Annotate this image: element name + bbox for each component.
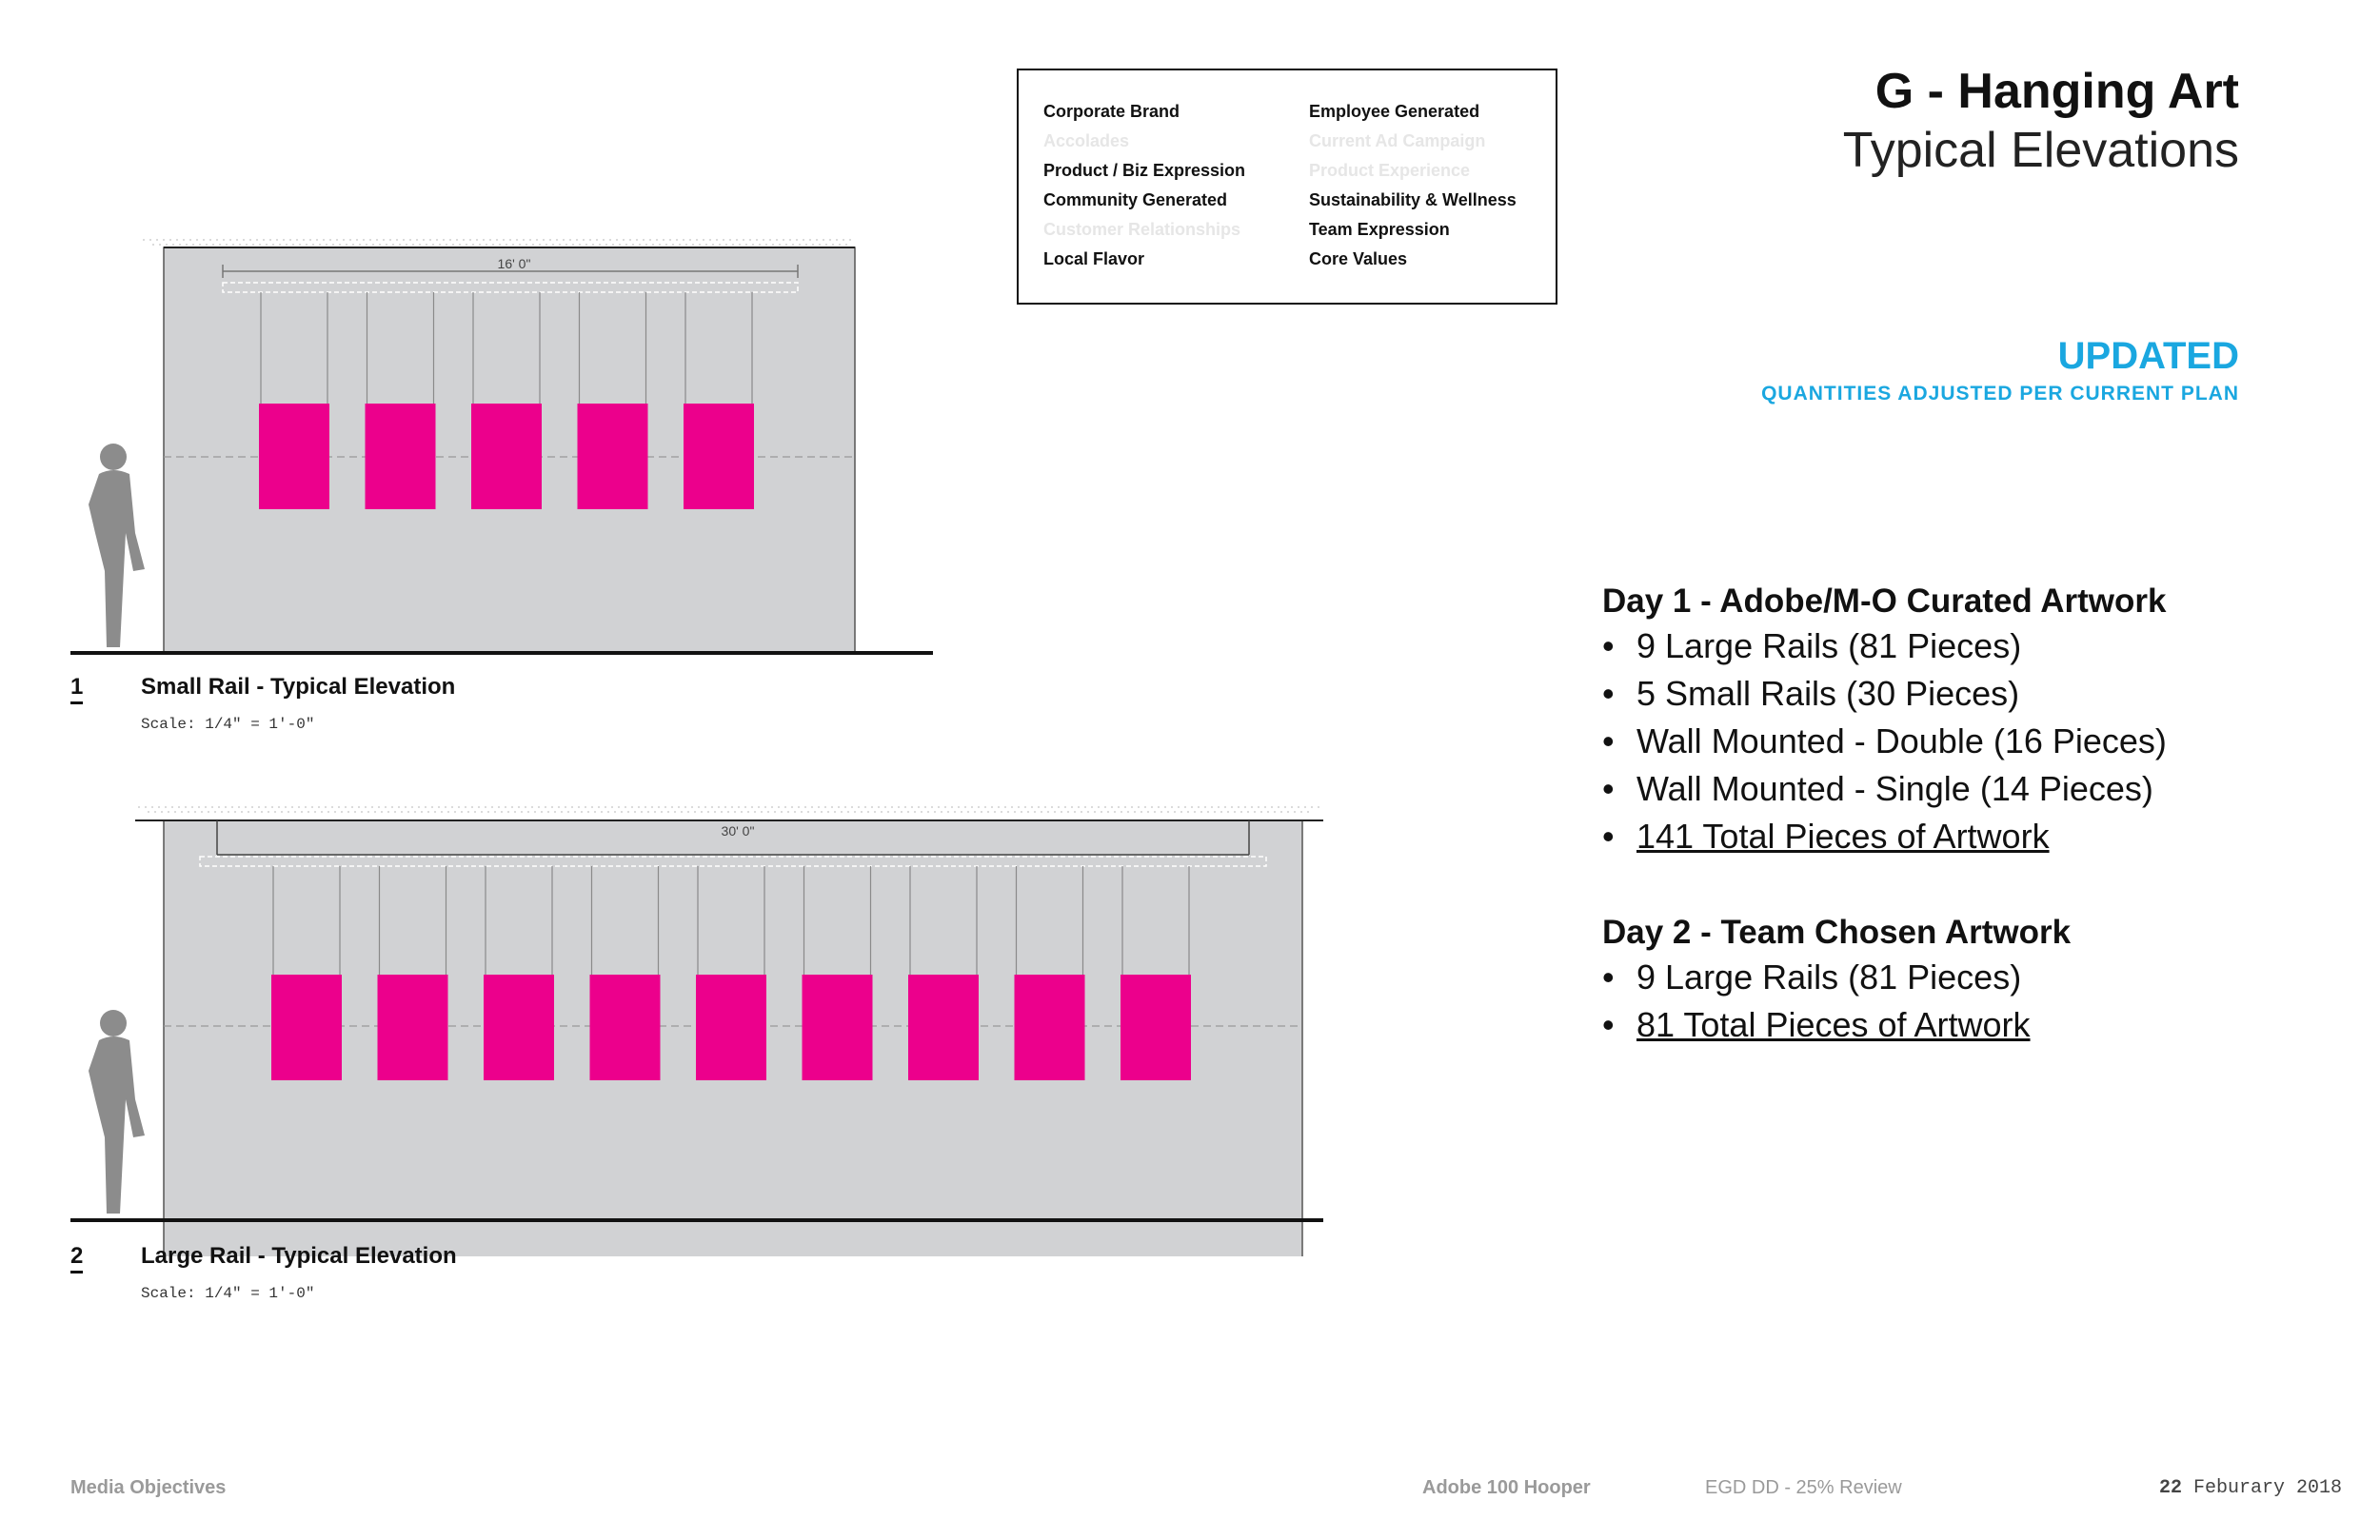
large-rail-elevation [0, 780, 1352, 1256]
legend-item: Corporate Brand [1043, 102, 1180, 121]
day1-heading: Day 1 - Adobe/M-O Curated Artwork [1602, 582, 2167, 620]
dimension-label: 30' 0" [721, 823, 755, 839]
updated-note: QUANTITIES ADJUSTED PER CURRENT PLAN [1761, 383, 2239, 405]
day2-section [1602, 914, 2071, 1049]
elevation-scale: Scale: 1/4" = 1'-0" [141, 716, 315, 733]
bullet: • [1602, 674, 1615, 713]
updated-label: UPDATED [2057, 335, 2239, 377]
page-subtitle: Typical Elevations [1842, 123, 2239, 178]
person-silhouette [89, 444, 145, 647]
art-panels [271, 975, 1191, 1080]
day1-item: • 5 Small Rails (30 Pieces) [1602, 670, 2167, 718]
dimension-label: 16' 0" [497, 256, 531, 271]
footer-project: Adobe 100 Hooper [1422, 1477, 1591, 1498]
legend-item: Current Ad Campaign [1309, 131, 1486, 150]
day2-total: • 81 Total Pieces of Artwork [1602, 1001, 2071, 1049]
art-panel [1015, 975, 1085, 1080]
page-title: G - Hanging Art [1874, 64, 2239, 119]
bullet: • [1602, 1005, 1615, 1044]
day2-item: • 9 Large Rails (81 Pieces) [1602, 954, 2071, 1001]
day1-total: • 141 Total Pieces of Artwork [1602, 813, 2167, 860]
legend-item: Core Values [1309, 249, 1408, 268]
legend-box [1017, 69, 1557, 305]
small-rail-elevation [0, 0, 952, 685]
bullet: • [1602, 626, 1615, 665]
art-panel [1121, 975, 1191, 1080]
bullet: • [1602, 817, 1615, 856]
ceiling-texture [138, 807, 1323, 812]
bullet: • [1602, 769, 1615, 808]
art-panel [259, 404, 329, 509]
elevation-number: 1 [70, 674, 83, 704]
bullet: • [1602, 958, 1615, 997]
elevation-number: 2 [70, 1243, 83, 1273]
art-panel [484, 975, 554, 1080]
art-panel [378, 975, 448, 1080]
legend-item: Product / Biz Expression [1043, 161, 1246, 180]
footer-review: EGD DD - 25% Review [1705, 1477, 1902, 1498]
legend-item: Product Experience [1309, 161, 1471, 180]
art-panel [803, 975, 873, 1080]
legend-item: Local Flavor [1043, 249, 1145, 268]
ceiling-texture [143, 240, 855, 245]
footer-left: Media Objectives [70, 1477, 227, 1498]
day1-item: • Wall Mounted - Double (16 Pieces) [1602, 718, 2167, 765]
art-panel [590, 975, 661, 1080]
art-panel [366, 404, 436, 509]
legend-item: Team Expression [1309, 220, 1450, 239]
bullet: • [1602, 721, 1615, 760]
legend-item: Sustainability & Wellness [1309, 190, 1517, 209]
person-silhouette [89, 1010, 145, 1214]
art-panel [684, 404, 754, 509]
elevation-title: Large Rail - Typical Elevation [141, 1243, 457, 1269]
elevation-title: Small Rail - Typical Elevation [141, 674, 456, 700]
legend-item: Customer Relationships [1043, 220, 1241, 239]
day1-item: • Wall Mounted - Single (14 Pieces) [1602, 765, 2167, 813]
day1-item: • 9 Large Rails (81 Pieces) [1602, 622, 2167, 670]
art-panel [578, 404, 648, 509]
legend-column-1 [1043, 97, 1245, 274]
elevation-scale: Scale: 1/4" = 1'-0" [141, 1285, 315, 1302]
footer-date [2159, 1477, 2342, 1499]
footer-date-rest: Feburary 2018 [2192, 1477, 2342, 1499]
legend-item: Community Generated [1043, 190, 1228, 209]
art-panel [696, 975, 766, 1080]
caption-1 [70, 674, 83, 701]
art-panel [908, 975, 979, 1080]
day1-section [1602, 582, 2167, 860]
legend-item: Employee Generated [1309, 102, 1480, 121]
day2-heading: Day 2 - Team Chosen Artwork [1602, 914, 2072, 951]
legend-item: Accolades [1043, 131, 1130, 150]
art-panel [271, 975, 342, 1080]
legend-column-2 [1309, 97, 1517, 274]
footer-date-day: 22 [2158, 1477, 2182, 1499]
art-panel [471, 404, 542, 509]
caption-2 [70, 1243, 83, 1270]
